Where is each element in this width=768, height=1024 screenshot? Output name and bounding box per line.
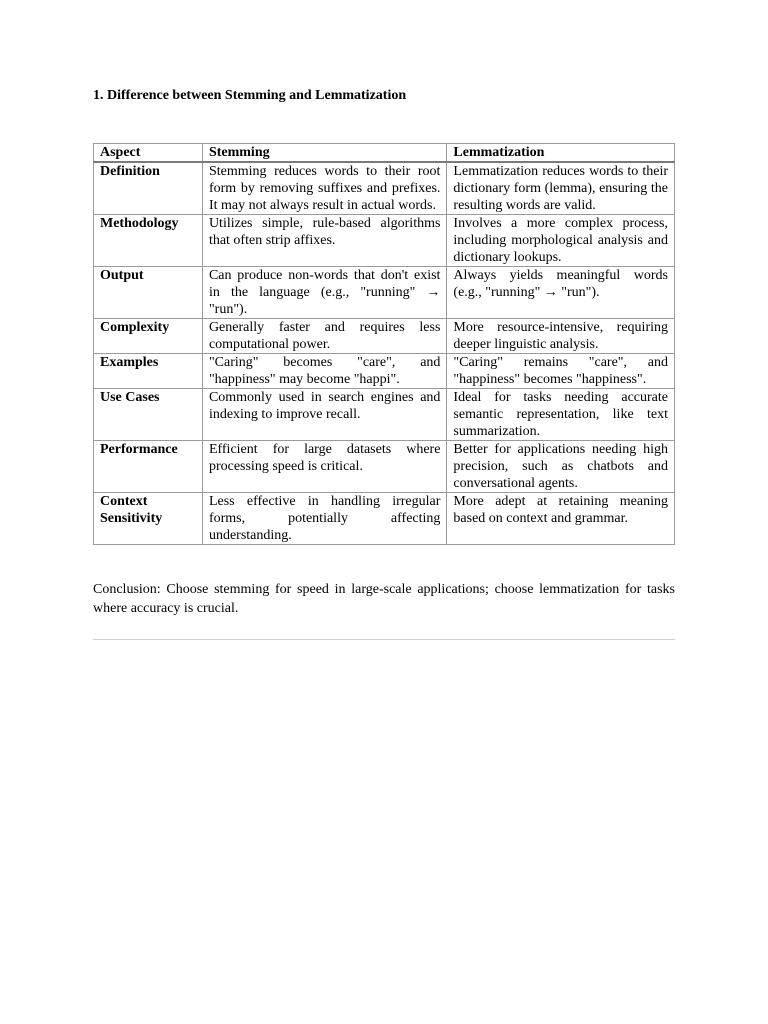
row-aspect: Performance	[94, 441, 203, 493]
conclusion-paragraph: Conclusion: Choose stemming for speed in large-scale applications; choose lemmatization for tasks where accuracy is crucial.	[93, 582, 675, 616]
column-header-aspect: Aspect	[94, 144, 203, 163]
column-header-stemming: Stemming	[202, 144, 446, 163]
row-stemming: Efficient for large datasets where processing speed is critical.	[202, 441, 446, 493]
row-aspect: Methodology	[94, 215, 203, 267]
page-title: 1. Difference between Stemming and Lemmatization	[93, 88, 407, 103]
horizontal-divider	[93, 639, 675, 640]
table-row	[94, 319, 675, 354]
row-aspect: Output	[94, 267, 203, 319]
table-row	[94, 215, 675, 267]
table-row	[94, 267, 675, 319]
row-lemmatization: More adept at retaining meaning based on context and grammar.	[447, 493, 675, 545]
row-aspect: Examples	[94, 354, 203, 389]
row-aspect: Use Cases	[94, 389, 203, 441]
table-row	[94, 162, 675, 215]
comparison-table	[93, 143, 675, 545]
row-lemmatization: Lemmatization reduces words to their dictionary form (lemma), ensuring the resulting words are valid.	[447, 162, 675, 215]
row-lemmatization: Involves a more complex process, including morphological analysis and dictionary lookups.	[447, 215, 675, 267]
row-lemmatization: "Caring" remains "care", and "happiness" becomes "happiness".	[447, 354, 675, 389]
row-lemmatization: Better for applications needing high precision, such as chatbots and conversational agents.	[447, 441, 675, 493]
row-lemmatization: Always yields meaningful words (e.g., "running" → "run").	[447, 267, 675, 319]
table-row	[94, 354, 675, 389]
row-stemming: Commonly used in search engines and indexing to improve recall.	[202, 389, 446, 441]
row-stemming: Less effective in handling irregular forms, potentially affecting understanding.	[202, 493, 446, 545]
row-lemmatization: More resource-intensive, requiring deeper linguistic analysis.	[447, 319, 675, 354]
row-aspect: Context Sensitivity	[94, 493, 203, 545]
table-row	[94, 389, 675, 441]
row-stemming: Generally faster and requires less computational power.	[202, 319, 446, 354]
column-header-lemmatization: Lemmatization	[447, 144, 675, 163]
row-stemming: Can produce non-words that don't exist in the language (e.g., "running" → "run").	[202, 267, 446, 319]
table-header-row	[94, 144, 675, 163]
row-aspect: Complexity	[94, 319, 203, 354]
row-lemmatization: Ideal for tasks needing accurate semantic representation, like text summarization.	[447, 389, 675, 441]
row-stemming: "Caring" becomes "care", and "happiness" may become "happi".	[202, 354, 446, 389]
table-row	[94, 441, 675, 493]
row-stemming: Utilizes simple, rule-based algorithms that often strip affixes.	[202, 215, 446, 267]
row-aspect: Definition	[94, 162, 203, 215]
row-stemming: Stemming reduces words to their root form by removing suffixes and prefixes. It may not always result in actual words.	[202, 162, 446, 215]
table-row	[94, 493, 675, 545]
